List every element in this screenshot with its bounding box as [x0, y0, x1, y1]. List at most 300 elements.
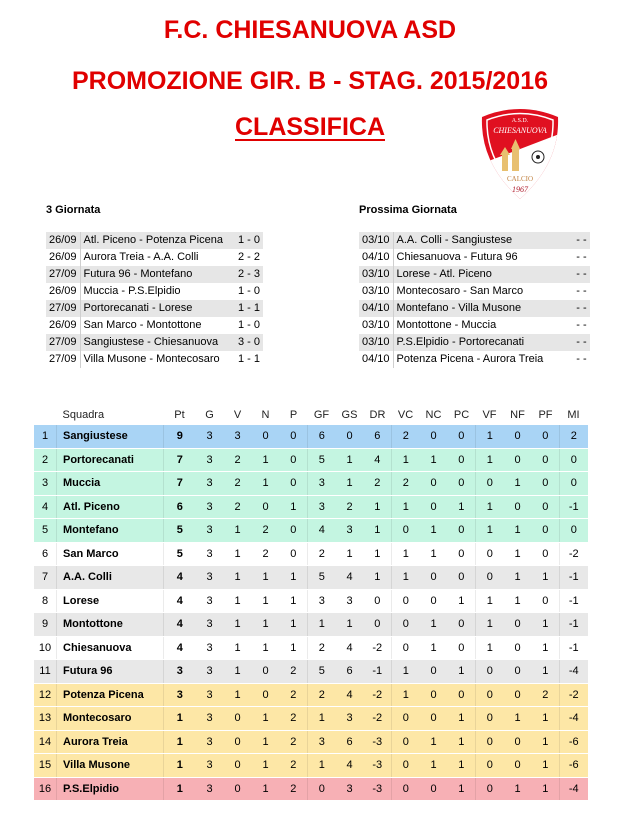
column-header: GF	[313, 409, 330, 421]
standings-row	[34, 636, 588, 660]
result-row	[46, 283, 263, 300]
team-name-cell: A.A. Colli	[57, 566, 164, 590]
goals-for-cell: 2	[308, 683, 336, 707]
home-draws-cell: 0	[420, 472, 448, 496]
wins-cell: 2	[224, 495, 252, 519]
away-losses-cell: 0	[532, 448, 560, 472]
goals-against-cell: 6	[336, 660, 364, 684]
mi-index-cell: 0	[560, 519, 588, 543]
home-draws-cell: 0	[420, 660, 448, 684]
fixture-row	[359, 317, 590, 334]
away-draws-cell: 1	[504, 566, 532, 590]
match-score: 1 - 1	[226, 300, 263, 317]
match-teams: Atl. Piceno - Potenza Picena	[80, 232, 226, 249]
match-score: - -	[546, 232, 589, 249]
match-teams: Montecosaro - San Marco	[396, 285, 524, 297]
match-date: 26/09	[46, 232, 80, 249]
match-date: 27/09	[46, 334, 80, 351]
played-cell: 3	[196, 636, 224, 660]
standings-row	[34, 754, 588, 778]
home-wins-cell: 1	[392, 683, 420, 707]
position-cell: 15	[34, 754, 57, 778]
draws-cell: 1	[252, 777, 280, 801]
played-cell: 3	[196, 660, 224, 684]
match-teams: Montefano - Villa Musone	[393, 300, 546, 317]
away-wins-cell: 0	[476, 707, 504, 731]
away-draws-cell: 0	[504, 636, 532, 660]
result-row	[46, 232, 263, 249]
match-date: 03/10	[359, 317, 393, 334]
draws-cell: 2	[252, 542, 280, 566]
match-date: 26/09	[46, 283, 80, 300]
match-date: 03/10	[359, 266, 393, 283]
points-cell: 4	[164, 589, 196, 613]
played-cell: 3	[196, 589, 224, 613]
away-wins-cell: 1	[476, 519, 504, 543]
draws-cell: 2	[252, 519, 280, 543]
away-draws-cell: 1	[504, 542, 532, 566]
points-cell: 5	[164, 519, 196, 543]
column-header: GS	[341, 409, 358, 421]
home-losses-cell: 1	[448, 730, 476, 754]
away-draws-cell: 0	[504, 495, 532, 519]
match-date: 04/10	[359, 351, 393, 368]
next-round-title: Prossima Giornata	[359, 204, 457, 216]
goals-for-cell: 3	[308, 730, 336, 754]
losses-cell: 2	[280, 754, 308, 778]
result-row	[46, 266, 263, 283]
match-score: 2 - 2	[237, 251, 260, 263]
match-teams: Portorecanati - Lorese	[80, 300, 226, 317]
losses-cell: 1	[280, 589, 308, 613]
wins-cell: 2	[224, 472, 252, 496]
draws-cell: 1	[252, 448, 280, 472]
home-wins-cell: 2	[392, 472, 420, 496]
wins-cell: 0	[224, 777, 252, 801]
played-cell: 3	[196, 448, 224, 472]
played-cell: 3	[196, 566, 224, 590]
result-row	[46, 249, 263, 266]
match-date: 27/09	[46, 300, 80, 317]
played-cell: 3	[196, 495, 224, 519]
away-wins-cell: 0	[476, 566, 504, 590]
last-round-title: 3 Giornata	[46, 204, 101, 216]
home-losses-cell: 1	[448, 777, 476, 801]
away-wins-cell: 0	[476, 542, 504, 566]
match-teams: Potenza Picena - Aurora Treia	[396, 353, 544, 365]
goals-for-cell: 1	[308, 754, 336, 778]
column-header: N	[261, 409, 270, 421]
goals-against-cell: 1	[336, 613, 364, 637]
wins-cell: 1	[224, 613, 252, 637]
away-losses-cell: 0	[532, 519, 560, 543]
home-losses-cell: 1	[448, 495, 476, 519]
home-draws-cell: 0	[420, 425, 448, 448]
league-title: PROMOZIONE GIR. B - STAG. 2015/2016	[71, 67, 549, 95]
draws-cell: 1	[252, 589, 280, 613]
column-header: V	[233, 409, 242, 421]
mi-index-cell: -1	[560, 566, 588, 590]
match-date: 26/09	[46, 249, 80, 266]
crest-year-text: 1967	[512, 185, 528, 194]
points-cell: 3	[164, 660, 196, 684]
goal-diff-cell: 2	[364, 472, 392, 496]
losses-cell: 0	[280, 448, 308, 472]
home-wins-cell: 0	[392, 707, 420, 731]
position-cell: 2	[34, 448, 57, 472]
played-cell: 3	[196, 777, 224, 801]
away-draws-cell: 1	[504, 707, 532, 731]
home-draws-cell: 1	[420, 542, 448, 566]
losses-cell: 1	[280, 495, 308, 519]
away-losses-cell: 0	[532, 589, 560, 613]
match-teams: Aurora Treia - A.A. Colli	[83, 251, 199, 263]
mi-index-cell: -4	[560, 707, 588, 731]
team-name-cell: Portorecanati	[57, 448, 164, 472]
position-cell: 4	[34, 495, 57, 519]
home-losses-cell: 0	[448, 683, 476, 707]
away-losses-cell: 0	[532, 542, 560, 566]
home-losses-cell: 0	[448, 448, 476, 472]
match-teams: A.A. Colli - Sangiustese	[393, 232, 546, 249]
standings-row	[34, 472, 588, 496]
away-wins-cell: 0	[476, 472, 504, 496]
wins-cell: 1	[224, 660, 252, 684]
home-draws-cell: 1	[420, 519, 448, 543]
goals-for-cell: 0	[308, 777, 336, 801]
wins-cell: 0	[224, 754, 252, 778]
team-name-cell: Montefano	[57, 519, 164, 543]
mi-index-cell: -1	[560, 636, 588, 660]
draws-cell: 1	[252, 730, 280, 754]
played-cell: 3	[196, 472, 224, 496]
match-score: 1 - 0	[237, 285, 260, 297]
away-draws-cell: 0	[504, 448, 532, 472]
position-cell: 6	[34, 542, 57, 566]
result-row	[46, 300, 263, 317]
wins-cell: 0	[224, 730, 252, 754]
match-score: 2 - 3	[226, 266, 263, 283]
goal-diff-cell: -3	[364, 730, 392, 754]
away-wins-cell: 0	[476, 683, 504, 707]
away-wins-cell: 1	[476, 613, 504, 637]
goals-against-cell: 4	[336, 754, 364, 778]
match-score: - -	[546, 300, 589, 317]
position-cell: 8	[34, 589, 57, 613]
away-wins-cell: 1	[476, 589, 504, 613]
team-name-cell: Potenza Picena	[57, 683, 164, 707]
last-round-results	[46, 232, 263, 368]
away-losses-cell: 0	[532, 425, 560, 448]
goals-against-cell: 4	[336, 683, 364, 707]
crest-name-text: CHIESANUOVA	[493, 126, 547, 135]
position-cell: 16	[34, 777, 57, 801]
goals-against-cell: 6	[336, 730, 364, 754]
match-score: 3 - 0	[226, 334, 263, 351]
home-draws-cell: 1	[420, 448, 448, 472]
home-wins-cell: 1	[392, 495, 420, 519]
wins-cell: 2	[224, 448, 252, 472]
fixture-row	[359, 334, 590, 351]
standings-row	[34, 707, 588, 731]
goals-for-cell: 5	[308, 566, 336, 590]
draws-cell: 0	[252, 660, 280, 684]
home-losses-cell: 1	[448, 589, 476, 613]
home-wins-cell: 0	[392, 519, 420, 543]
played-cell: 3	[196, 754, 224, 778]
goals-against-cell: 1	[336, 448, 364, 472]
match-date: 03/10	[359, 232, 393, 249]
goals-for-cell: 4	[308, 519, 336, 543]
team-name-cell: Sangiustese	[57, 425, 164, 448]
position-cell: 7	[34, 566, 57, 590]
home-wins-cell: 0	[392, 636, 420, 660]
away-draws-cell: 0	[504, 683, 532, 707]
team-name-cell: Aurora Treia	[57, 730, 164, 754]
standings-row	[34, 589, 588, 613]
goal-diff-cell: -2	[364, 636, 392, 660]
home-draws-cell: 0	[420, 777, 448, 801]
match-score: - -	[576, 319, 587, 331]
away-draws-cell: 0	[504, 613, 532, 637]
home-wins-cell: 0	[392, 754, 420, 778]
home-wins-cell: 1	[392, 660, 420, 684]
mi-index-cell: -1	[560, 495, 588, 519]
mi-index-cell: -4	[560, 777, 588, 801]
match-score: - -	[576, 285, 587, 297]
goals-against-cell: 2	[336, 495, 364, 519]
draws-cell: 1	[252, 707, 280, 731]
draws-cell: 0	[252, 495, 280, 519]
away-draws-cell: 1	[504, 777, 532, 801]
away-draws-cell: 1	[504, 519, 532, 543]
away-wins-cell: 0	[476, 754, 504, 778]
column-header: VF	[482, 409, 497, 421]
mi-index-cell: -1	[560, 613, 588, 637]
match-date: 04/10	[359, 249, 393, 266]
result-row	[46, 317, 263, 334]
goal-diff-cell: 1	[364, 495, 392, 519]
standings-row	[34, 542, 588, 566]
home-losses-cell: 1	[448, 707, 476, 731]
position-cell: 11	[34, 660, 57, 684]
home-wins-cell: 1	[392, 448, 420, 472]
column-header: Pt	[174, 409, 185, 421]
standings-row	[34, 777, 588, 801]
goals-against-cell: 4	[336, 636, 364, 660]
team-name-cell: Chiesanuova	[57, 636, 164, 660]
home-losses-cell: 0	[448, 566, 476, 590]
column-header: NF	[510, 409, 525, 421]
team-name-cell: Montottone	[57, 613, 164, 637]
goals-for-cell: 2	[308, 636, 336, 660]
goal-diff-cell: 0	[364, 613, 392, 637]
away-losses-cell: 1	[532, 777, 560, 801]
match-score: 1 - 0	[237, 319, 260, 331]
mi-index-cell: -2	[560, 683, 588, 707]
home-draws-cell: 0	[420, 707, 448, 731]
draws-cell: 1	[252, 472, 280, 496]
mi-index-cell: 0	[560, 448, 588, 472]
home-draws-cell: 1	[420, 754, 448, 778]
goals-for-cell: 2	[308, 542, 336, 566]
standings-row	[34, 425, 588, 448]
goal-diff-cell: 0	[364, 589, 392, 613]
points-cell: 9	[164, 425, 196, 448]
match-teams: P.S.Elpidio - Portorecanati	[393, 334, 546, 351]
draws-cell: 1	[252, 754, 280, 778]
goals-for-cell: 1	[308, 707, 336, 731]
fixture-row	[359, 283, 590, 300]
match-teams: Montottone - Muccia	[396, 319, 497, 331]
column-header: PF	[538, 409, 553, 421]
losses-cell: 2	[280, 683, 308, 707]
home-draws-cell: 1	[420, 636, 448, 660]
losses-cell: 0	[280, 425, 308, 448]
draws-cell: 1	[252, 613, 280, 637]
standings-row	[34, 683, 588, 707]
goals-against-cell: 3	[336, 519, 364, 543]
result-row	[46, 351, 263, 368]
goal-diff-cell: -2	[364, 707, 392, 731]
match-score: 1 - 0	[226, 232, 263, 249]
home-losses-cell: 0	[448, 613, 476, 637]
standings-row	[34, 495, 588, 519]
column-header: MI	[567, 409, 580, 421]
draws-cell: 1	[252, 566, 280, 590]
wins-cell: 3	[224, 425, 252, 448]
away-losses-cell: 1	[532, 566, 560, 590]
match-teams: San Marco - Montottone	[83, 319, 202, 331]
points-cell: 7	[164, 448, 196, 472]
away-draws-cell: 0	[504, 660, 532, 684]
points-cell: 6	[164, 495, 196, 519]
fixture-row	[359, 249, 590, 266]
club-crest-icon	[478, 103, 562, 201]
away-losses-cell: 1	[532, 730, 560, 754]
goal-diff-cell: -1	[364, 660, 392, 684]
team-name-cell: Villa Musone	[57, 754, 164, 778]
match-teams: Chiesanuova - Futura 96	[396, 251, 518, 263]
goals-for-cell: 5	[308, 660, 336, 684]
crest-sub-text: CALCIO	[506, 175, 534, 183]
losses-cell: 2	[280, 707, 308, 731]
draws-cell: 0	[252, 425, 280, 448]
team-name-cell: Atl. Piceno	[57, 495, 164, 519]
standings-row	[34, 519, 588, 543]
wins-cell: 1	[224, 519, 252, 543]
fixture-row	[359, 351, 590, 368]
home-losses-cell: 0	[448, 425, 476, 448]
goal-diff-cell: 1	[364, 542, 392, 566]
team-name-cell: P.S.Elpidio	[57, 777, 164, 801]
goals-for-cell: 1	[308, 613, 336, 637]
home-draws-cell: 1	[420, 730, 448, 754]
home-losses-cell: 1	[448, 754, 476, 778]
home-wins-cell: 1	[392, 542, 420, 566]
home-losses-cell: 0	[448, 472, 476, 496]
match-score: - -	[576, 251, 587, 263]
match-score: - -	[546, 334, 589, 351]
mi-index-cell: -2	[560, 542, 588, 566]
wins-cell: 1	[224, 542, 252, 566]
standings-row	[34, 566, 588, 590]
away-losses-cell: 0	[532, 472, 560, 496]
away-draws-cell: 1	[504, 472, 532, 496]
fixture-row	[359, 300, 590, 317]
club-title: F.C. CHIESANUOVA ASD	[163, 16, 457, 44]
goal-diff-cell: 1	[364, 566, 392, 590]
home-draws-cell: 0	[420, 589, 448, 613]
position-cell: 3	[34, 472, 57, 496]
mi-index-cell: -6	[560, 730, 588, 754]
standings-row	[34, 730, 588, 754]
match-date: 27/09	[46, 266, 80, 283]
match-teams: Sangiustese - Chiesanuova	[80, 334, 226, 351]
home-wins-cell: 1	[392, 566, 420, 590]
mi-index-cell: 2	[560, 425, 588, 448]
away-losses-cell: 1	[532, 636, 560, 660]
points-cell: 4	[164, 636, 196, 660]
losses-cell: 2	[280, 660, 308, 684]
losses-cell: 1	[280, 566, 308, 590]
match-teams: Muccia - P.S.Elpidio	[83, 285, 181, 297]
match-teams: Villa Musone - Montecosaro	[83, 353, 220, 365]
goals-for-cell: 6	[308, 425, 336, 448]
played-cell: 3	[196, 613, 224, 637]
position-cell: 13	[34, 707, 57, 731]
goals-against-cell: 3	[336, 777, 364, 801]
next-round-fixtures	[359, 232, 590, 368]
points-cell: 1	[164, 754, 196, 778]
column-header: PC	[453, 409, 470, 421]
away-losses-cell: 2	[532, 683, 560, 707]
goals-against-cell: 4	[336, 566, 364, 590]
goals-against-cell: 1	[336, 472, 364, 496]
match-score: 1 - 1	[237, 353, 260, 365]
losses-cell: 0	[280, 519, 308, 543]
match-date: 03/10	[359, 334, 393, 351]
home-draws-cell: 0	[420, 495, 448, 519]
section-title: CLASSIFICA	[235, 113, 385, 141]
goal-diff-cell: -2	[364, 683, 392, 707]
wins-cell: 1	[224, 683, 252, 707]
away-draws-cell: 0	[504, 730, 532, 754]
draws-cell: 1	[252, 636, 280, 660]
away-losses-cell: 1	[532, 613, 560, 637]
played-cell: 3	[196, 683, 224, 707]
goals-against-cell: 3	[336, 589, 364, 613]
draws-cell: 0	[252, 683, 280, 707]
home-wins-cell: 0	[392, 777, 420, 801]
losses-cell: 0	[280, 542, 308, 566]
home-wins-cell: 0	[392, 613, 420, 637]
losses-cell: 2	[280, 730, 308, 754]
goals-for-cell: 5	[308, 448, 336, 472]
position-cell: 5	[34, 519, 57, 543]
column-header: NC	[425, 409, 442, 421]
away-wins-cell: 1	[476, 425, 504, 448]
result-row	[46, 334, 263, 351]
team-name-cell: Lorese	[57, 589, 164, 613]
goal-diff-cell: 6	[364, 425, 392, 448]
standings-row	[34, 448, 588, 472]
match-date: 27/09	[46, 351, 80, 368]
position-cell: 1	[34, 425, 57, 448]
away-losses-cell: 1	[532, 707, 560, 731]
points-cell: 5	[164, 542, 196, 566]
wins-cell: 0	[224, 707, 252, 731]
